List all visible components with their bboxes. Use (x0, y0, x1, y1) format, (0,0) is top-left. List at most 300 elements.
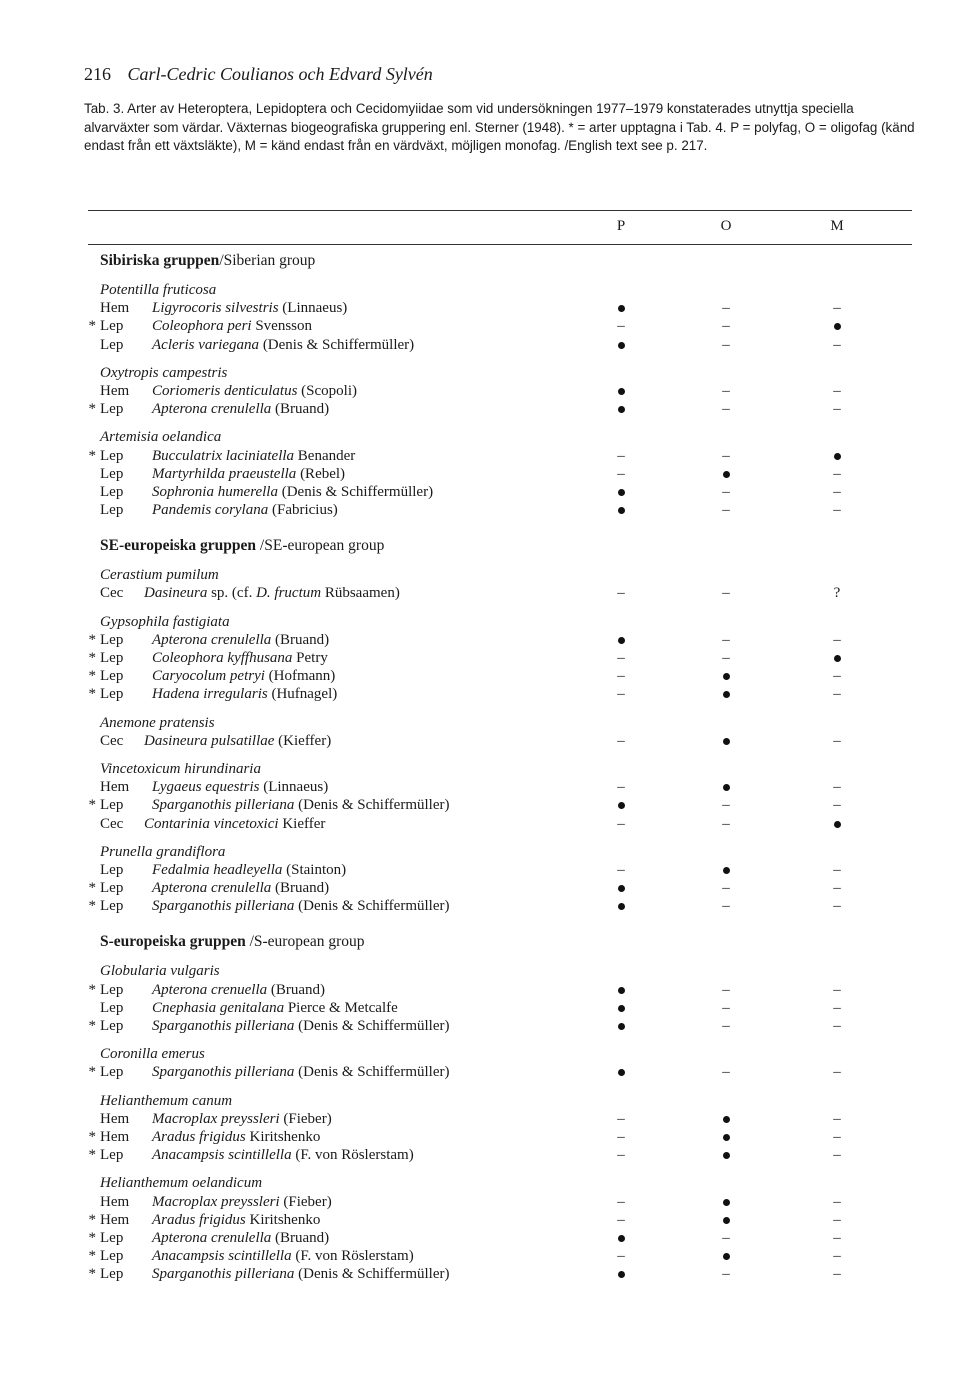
mark-o: – (722, 981, 730, 998)
bullet-dot-icon (618, 1235, 625, 1242)
star-marker: * (88, 880, 96, 897)
mark-m: ? (833, 585, 841, 602)
species-author: (Denis & Schiffermüller) (294, 1018, 450, 1034)
bullet-dot-icon (723, 738, 730, 745)
species-scientific: Apterona crenulella (152, 1229, 272, 1246)
mark-m: – (833, 1018, 841, 1034)
mark-m: – (833, 1266, 841, 1283)
star-marker: * (88, 981, 96, 998)
table-row (84, 897, 916, 915)
table-row (84, 1265, 916, 1283)
mark-m: – (833, 1248, 841, 1265)
mark-m: – (833, 999, 841, 1016)
species-name (144, 732, 331, 750)
mark-o (711, 1146, 741, 1164)
mark-m: – (833, 1147, 841, 1164)
table-row (84, 1247, 916, 1265)
star-marker: * (88, 1266, 96, 1283)
table-row (84, 317, 916, 335)
species-author: (Denis & Schiffermüller) (294, 797, 450, 814)
bullet-dot-icon (723, 1253, 730, 1260)
group-heading (84, 537, 916, 566)
mark-o: – (722, 336, 730, 353)
species-scientific: Fedalmia headleyella (152, 861, 283, 878)
bullet-dot-icon (618, 637, 625, 644)
mark-o: – (722, 797, 730, 814)
bullet-dot-icon (723, 867, 730, 874)
mark-o (711, 667, 741, 685)
mark-m: – (833, 502, 841, 519)
host-plant-name: Helianthemum canum (100, 1092, 233, 1109)
species-name (152, 465, 345, 483)
mark-o (711, 1128, 741, 1146)
table-row (84, 501, 916, 519)
group-title-en: /S-european group (245, 933, 365, 951)
mark-m: – (833, 732, 841, 749)
mark-m: – (833, 797, 841, 814)
mark-p: – (617, 465, 625, 482)
table-row (84, 447, 916, 465)
species-scientific: Aradus frigidus (152, 1128, 246, 1145)
species-author: Kieffer (278, 815, 326, 832)
species-author: (Denis & Schiffermüller) (294, 1064, 450, 1081)
species-name (152, 483, 433, 501)
species-scientific: Apterona crenulella (152, 631, 272, 648)
mark-p: – (617, 1147, 625, 1164)
column-header-p: P (616, 218, 626, 234)
bullet-dot-icon (723, 471, 730, 478)
mark-o: – (722, 650, 730, 666)
mark-p (606, 483, 636, 501)
mark-o: – (722, 1064, 730, 1081)
species-name (144, 815, 325, 833)
mark-m: – (833, 861, 841, 878)
bullet-dot-icon (723, 1116, 730, 1123)
mark-o: – (722, 999, 730, 1016)
mark-p (606, 631, 636, 649)
group-title-en: /Siberian group (219, 252, 316, 269)
star-marker: * (88, 1147, 96, 1164)
mark-o (711, 861, 741, 879)
mark-o: – (722, 1266, 730, 1283)
mark-p: – (617, 1193, 625, 1210)
bullet-dot-icon (723, 1199, 730, 1206)
mark-m (822, 317, 852, 335)
order-code: Hem (100, 1128, 130, 1145)
species-author: (Stainton) (282, 861, 347, 878)
bullet-dot-icon (834, 655, 841, 662)
species-author: (Denis & Schiffermüller) (294, 898, 450, 915)
bullet-dot-icon (618, 1023, 625, 1030)
species-author: (Bruand) (271, 1229, 330, 1246)
mark-m: – (833, 1229, 841, 1246)
mark-m: – (833, 880, 841, 897)
species-scientific: Coleophora kyffhusana (152, 650, 293, 666)
mark-m: – (833, 898, 841, 915)
host-plant-name: Potentilla fruticosa (100, 282, 217, 298)
species-author: (Bruand) (271, 880, 330, 897)
mark-p (606, 400, 636, 418)
species-name (152, 317, 312, 335)
species-scientific: Sparganothis pilleriana (152, 797, 295, 814)
mark-p (606, 1017, 636, 1035)
star-marker: * (88, 447, 96, 464)
mark-o: – (722, 502, 730, 519)
order-code: Lep (100, 447, 124, 464)
species-scientific: Pandemis corylana (152, 502, 269, 519)
species-name (152, 1265, 449, 1283)
mark-p (606, 501, 636, 519)
species-author: (Bruand) (271, 631, 330, 648)
species-scientific: Anacampsis scintillella (152, 1147, 292, 1164)
species-scientific: Ligyrocoris silvestris (152, 300, 279, 317)
mark-p: – (617, 1248, 625, 1265)
mark-p (606, 999, 636, 1017)
host-plant-name: Coronilla emerus (100, 1046, 205, 1063)
bullet-dot-icon (723, 1134, 730, 1141)
species-author: (Linnaeus) (278, 300, 348, 317)
species-name (152, 1017, 449, 1035)
group-title (100, 252, 315, 270)
order-code: Lep (100, 1018, 124, 1034)
species-name (152, 631, 329, 649)
bullet-dot-icon (618, 342, 625, 349)
species-name (152, 778, 328, 796)
species-name (144, 584, 400, 602)
mark-o: – (722, 585, 730, 602)
table-row (84, 483, 916, 501)
host-plant-name: Vincetoxicum hirundinaria (100, 760, 261, 777)
species-author: (Fabricius) (268, 502, 338, 519)
mark-o: – (722, 815, 730, 832)
host-plant-table (84, 252, 916, 1283)
species-name (152, 879, 329, 897)
mark-p (606, 796, 636, 814)
order-code: Cec (100, 815, 124, 832)
order-code: Lep (100, 880, 124, 897)
species-author: (Denis & Schiffermüller) (277, 483, 434, 500)
order-code: Lep (100, 797, 124, 814)
order-code: Lep (100, 631, 124, 648)
mark-m: – (833, 1193, 841, 1210)
mark-o: – (722, 382, 730, 399)
species-name (152, 1063, 449, 1081)
group-title-sv: Sibiriska gruppen (100, 252, 220, 269)
mark-m (822, 649, 852, 667)
species-scientific: Apterona crenulella (152, 401, 272, 418)
mark-o: – (722, 483, 730, 500)
species-author: (Linnaeus) (259, 779, 329, 796)
table-row (84, 796, 916, 814)
mark-p: – (617, 861, 625, 878)
table-row (84, 999, 916, 1017)
mark-p: – (617, 686, 625, 703)
mark-p (606, 382, 636, 400)
bullet-dot-icon (723, 673, 730, 680)
mark-m: – (833, 300, 841, 317)
species-author: (Fieber) (279, 1110, 332, 1127)
table-row (84, 778, 916, 796)
species-scientific: Sparganothis pilleriana (152, 1266, 295, 1283)
order-code: Hem (100, 300, 130, 317)
species-name (152, 999, 398, 1017)
mark-p (606, 897, 636, 915)
mark-m (822, 815, 852, 833)
order-code: Lep (100, 401, 124, 418)
mark-p (606, 299, 636, 317)
species-scientific: Coleophora peri (152, 318, 252, 335)
order-code: Cec (100, 585, 124, 602)
bullet-dot-icon (723, 784, 730, 791)
table-row (84, 981, 916, 999)
mark-p: – (617, 1128, 625, 1145)
group-heading (84, 933, 916, 962)
table-row (84, 1110, 916, 1128)
species-name (152, 685, 337, 703)
star-marker: * (88, 686, 96, 703)
bullet-dot-icon (834, 453, 841, 460)
bullet-dot-icon (723, 1217, 730, 1224)
species-scientific: Hadena irregularis (152, 686, 268, 703)
species-author: Kiritshenko (245, 1211, 321, 1228)
mark-p (606, 879, 636, 897)
species-author: (Rebel) (296, 465, 346, 482)
order-code: Cec (100, 732, 124, 749)
bullet-dot-icon (834, 323, 841, 330)
mark-m: – (833, 483, 841, 500)
species-name (152, 1193, 332, 1211)
mark-o: – (722, 898, 730, 915)
mark-p: – (617, 1211, 625, 1228)
mark-p: – (617, 585, 625, 602)
species-name (152, 1211, 320, 1229)
bullet-dot-icon (618, 305, 625, 312)
mark-p (606, 1063, 636, 1081)
species-name (152, 1128, 320, 1146)
species-author: Svensson (251, 318, 313, 335)
order-code: Hem (100, 1110, 130, 1127)
bullet-dot-icon (723, 1152, 730, 1159)
table-caption: Tab. 3. Arter av Heteroptera, Lepidoptera och Cecidomyiidae som vid undersökningen 1977–1979 konstaterades utnyttja speciella alvarväxter som värdar. Växternas biogeografiska gruppering enl. Sterner (1948). * = arter upptagna i Tab. 4. P = polyfag, O = oligofag (känd endast från ett växtsläkte), M = känd endast från en värdväxt, möjligen monofag. /English text see p. 217. (84, 101, 915, 154)
species-scientific: Macroplax preyssleri (152, 1193, 280, 1210)
mark-o (711, 1211, 741, 1229)
species-scientific: Apterona crenulella (152, 880, 272, 897)
mark-p: – (617, 732, 625, 749)
order-code: Lep (100, 981, 124, 998)
species-name (152, 667, 335, 685)
mark-m: – (833, 631, 841, 648)
species-scientific: Bucculatrix laciniatella (152, 447, 295, 464)
host-plant-name: Gypsophila fastigiata (100, 613, 230, 630)
order-code: Hem (100, 1193, 130, 1210)
species-name (152, 649, 328, 667)
species-scientific: Coriomeris denticulatus (152, 382, 298, 399)
mark-m: – (833, 465, 841, 482)
order-code: Lep (100, 483, 124, 500)
group-title-sv: S-europeiska gruppen (100, 933, 246, 951)
bullet-dot-icon (618, 1069, 625, 1076)
table-row (84, 1128, 916, 1146)
column-header-o: O (720, 218, 732, 234)
bullet-dot-icon (618, 489, 625, 496)
species-scientific: Contarinia vincetoxici (144, 815, 279, 832)
species-author: (Bruand) (267, 981, 326, 998)
mark-p: – (617, 318, 625, 335)
species-name (152, 501, 338, 519)
mark-p: – (617, 650, 625, 666)
bullet-dot-icon (618, 406, 625, 413)
species-name (152, 796, 449, 814)
order-code: Lep (100, 1229, 124, 1246)
mark-m: – (833, 382, 841, 399)
table-row (84, 1193, 916, 1211)
species-name (152, 336, 414, 354)
species-author: (Fieber) (279, 1193, 332, 1210)
bullet-dot-icon (618, 507, 625, 514)
order-code: Lep (100, 668, 124, 685)
species-scientific: Macroplax preyssleri (152, 1110, 280, 1127)
star-marker: * (88, 318, 96, 335)
table-row (84, 1211, 916, 1229)
species-scientific: Martyrhilda praeustella (152, 465, 297, 482)
bullet-dot-icon (618, 885, 625, 892)
page-authors: Carl-Cedric Coulianos och Edvard Sylvén (127, 64, 433, 84)
bullet-dot-icon (834, 821, 841, 828)
star-marker: * (88, 668, 96, 685)
species-scientific: Caryocolum petryi (152, 668, 265, 685)
species-author: Petry (292, 650, 328, 666)
order-code: Lep (100, 318, 124, 335)
host-plant-name: Artemisia oelandica (100, 429, 222, 446)
table-row (84, 732, 916, 750)
species-scientific: Cnephasia genitalana (152, 999, 285, 1016)
group-heading (84, 252, 916, 281)
mark-m: – (833, 336, 841, 353)
star-marker: * (88, 1229, 96, 1246)
table-row (84, 465, 916, 483)
star-marker: * (88, 1018, 96, 1034)
bullet-dot-icon (618, 1271, 625, 1278)
table-row (84, 1017, 916, 1035)
table-top-rule (88, 210, 912, 211)
order-code: Lep (100, 465, 124, 482)
species-name (152, 981, 325, 999)
mark-o (711, 732, 741, 750)
mark-o: – (722, 300, 730, 317)
mark-o (711, 1193, 741, 1211)
species-author: Benander (294, 447, 356, 464)
mark-m: – (833, 1128, 841, 1145)
mark-m: – (833, 401, 841, 418)
table-row (84, 1229, 916, 1247)
species-author: (Hofmann) (264, 668, 336, 685)
species-scientific: Anacampsis scintillella (152, 1248, 292, 1265)
star-marker: * (88, 1248, 96, 1265)
host-plant-name: Prunella grandiflora (100, 843, 226, 860)
species-author-cf: Rübsaamen) (321, 585, 400, 602)
mark-o (711, 685, 741, 703)
species-scientific: Sparganothis pilleriana (152, 1018, 295, 1034)
order-code: Hem (100, 1211, 130, 1228)
mark-o: – (722, 401, 730, 418)
species-scientific: Acleris variegana (152, 336, 260, 353)
group-title (100, 537, 384, 555)
mark-o: – (722, 1229, 730, 1246)
host-plant-name: Helianthemum oelandicum (100, 1175, 263, 1192)
table-row (84, 1063, 916, 1081)
species-author: (Denis & Schiffermüller) (259, 336, 415, 353)
group-title (100, 933, 365, 951)
mark-m: – (833, 779, 841, 796)
species-scientific: Sophronia humerella (152, 483, 278, 500)
species-author: (Bruand) (271, 401, 330, 418)
running-head (84, 64, 433, 85)
mark-o (711, 1247, 741, 1265)
species-scientific: Apterona crenuella (152, 981, 268, 998)
table-row (84, 861, 916, 879)
order-code: Lep (100, 1266, 124, 1283)
species-scientific: Sparganothis pilleriana (152, 1064, 295, 1081)
order-code: Lep (100, 650, 124, 666)
mark-p: – (617, 815, 625, 832)
mark-m (822, 447, 852, 465)
star-marker: * (88, 797, 96, 814)
mark-p: – (617, 1110, 625, 1127)
bullet-dot-icon (618, 903, 625, 910)
species-author: (Hufnagel) (267, 686, 338, 703)
species-name (152, 861, 346, 879)
mark-m: – (833, 981, 841, 998)
mark-m: – (833, 1211, 841, 1228)
star-marker: * (88, 898, 96, 915)
star-marker: * (88, 1128, 96, 1145)
species-author: (Kieffer) (274, 732, 332, 749)
mark-p (606, 1229, 636, 1247)
species-name (152, 1229, 329, 1247)
species-author: (F. von Röslerstam) (291, 1147, 414, 1164)
species-author: (Scopoli) (297, 382, 357, 399)
order-code: Lep (100, 336, 124, 353)
species-author: Pierce & Metcalfe (284, 999, 398, 1016)
table-row (84, 815, 916, 833)
mark-o: – (722, 880, 730, 897)
mark-p (606, 336, 636, 354)
star-marker: * (88, 650, 96, 666)
order-code: Lep (100, 999, 124, 1016)
order-code: Lep (100, 686, 124, 703)
table-row (84, 631, 916, 649)
species-scientific: Dasineura (144, 585, 208, 602)
host-plant-name: Cerastium pumilum (100, 567, 219, 584)
species-name (152, 400, 329, 418)
mark-p: – (617, 668, 625, 685)
mark-m: – (833, 668, 841, 685)
table-row (84, 649, 916, 667)
table-row (84, 584, 916, 602)
order-code: Lep (100, 861, 124, 878)
table-header-rule (88, 244, 912, 245)
mark-p (606, 981, 636, 999)
species-author: (F. von Röslerstam) (291, 1248, 414, 1265)
mark-o (711, 778, 741, 796)
species-name (152, 447, 355, 465)
table-row (84, 1146, 916, 1164)
bullet-dot-icon (618, 388, 625, 395)
table-row (84, 685, 916, 703)
table-row (84, 667, 916, 685)
species-name (152, 897, 449, 915)
mark-p: – (617, 779, 625, 796)
